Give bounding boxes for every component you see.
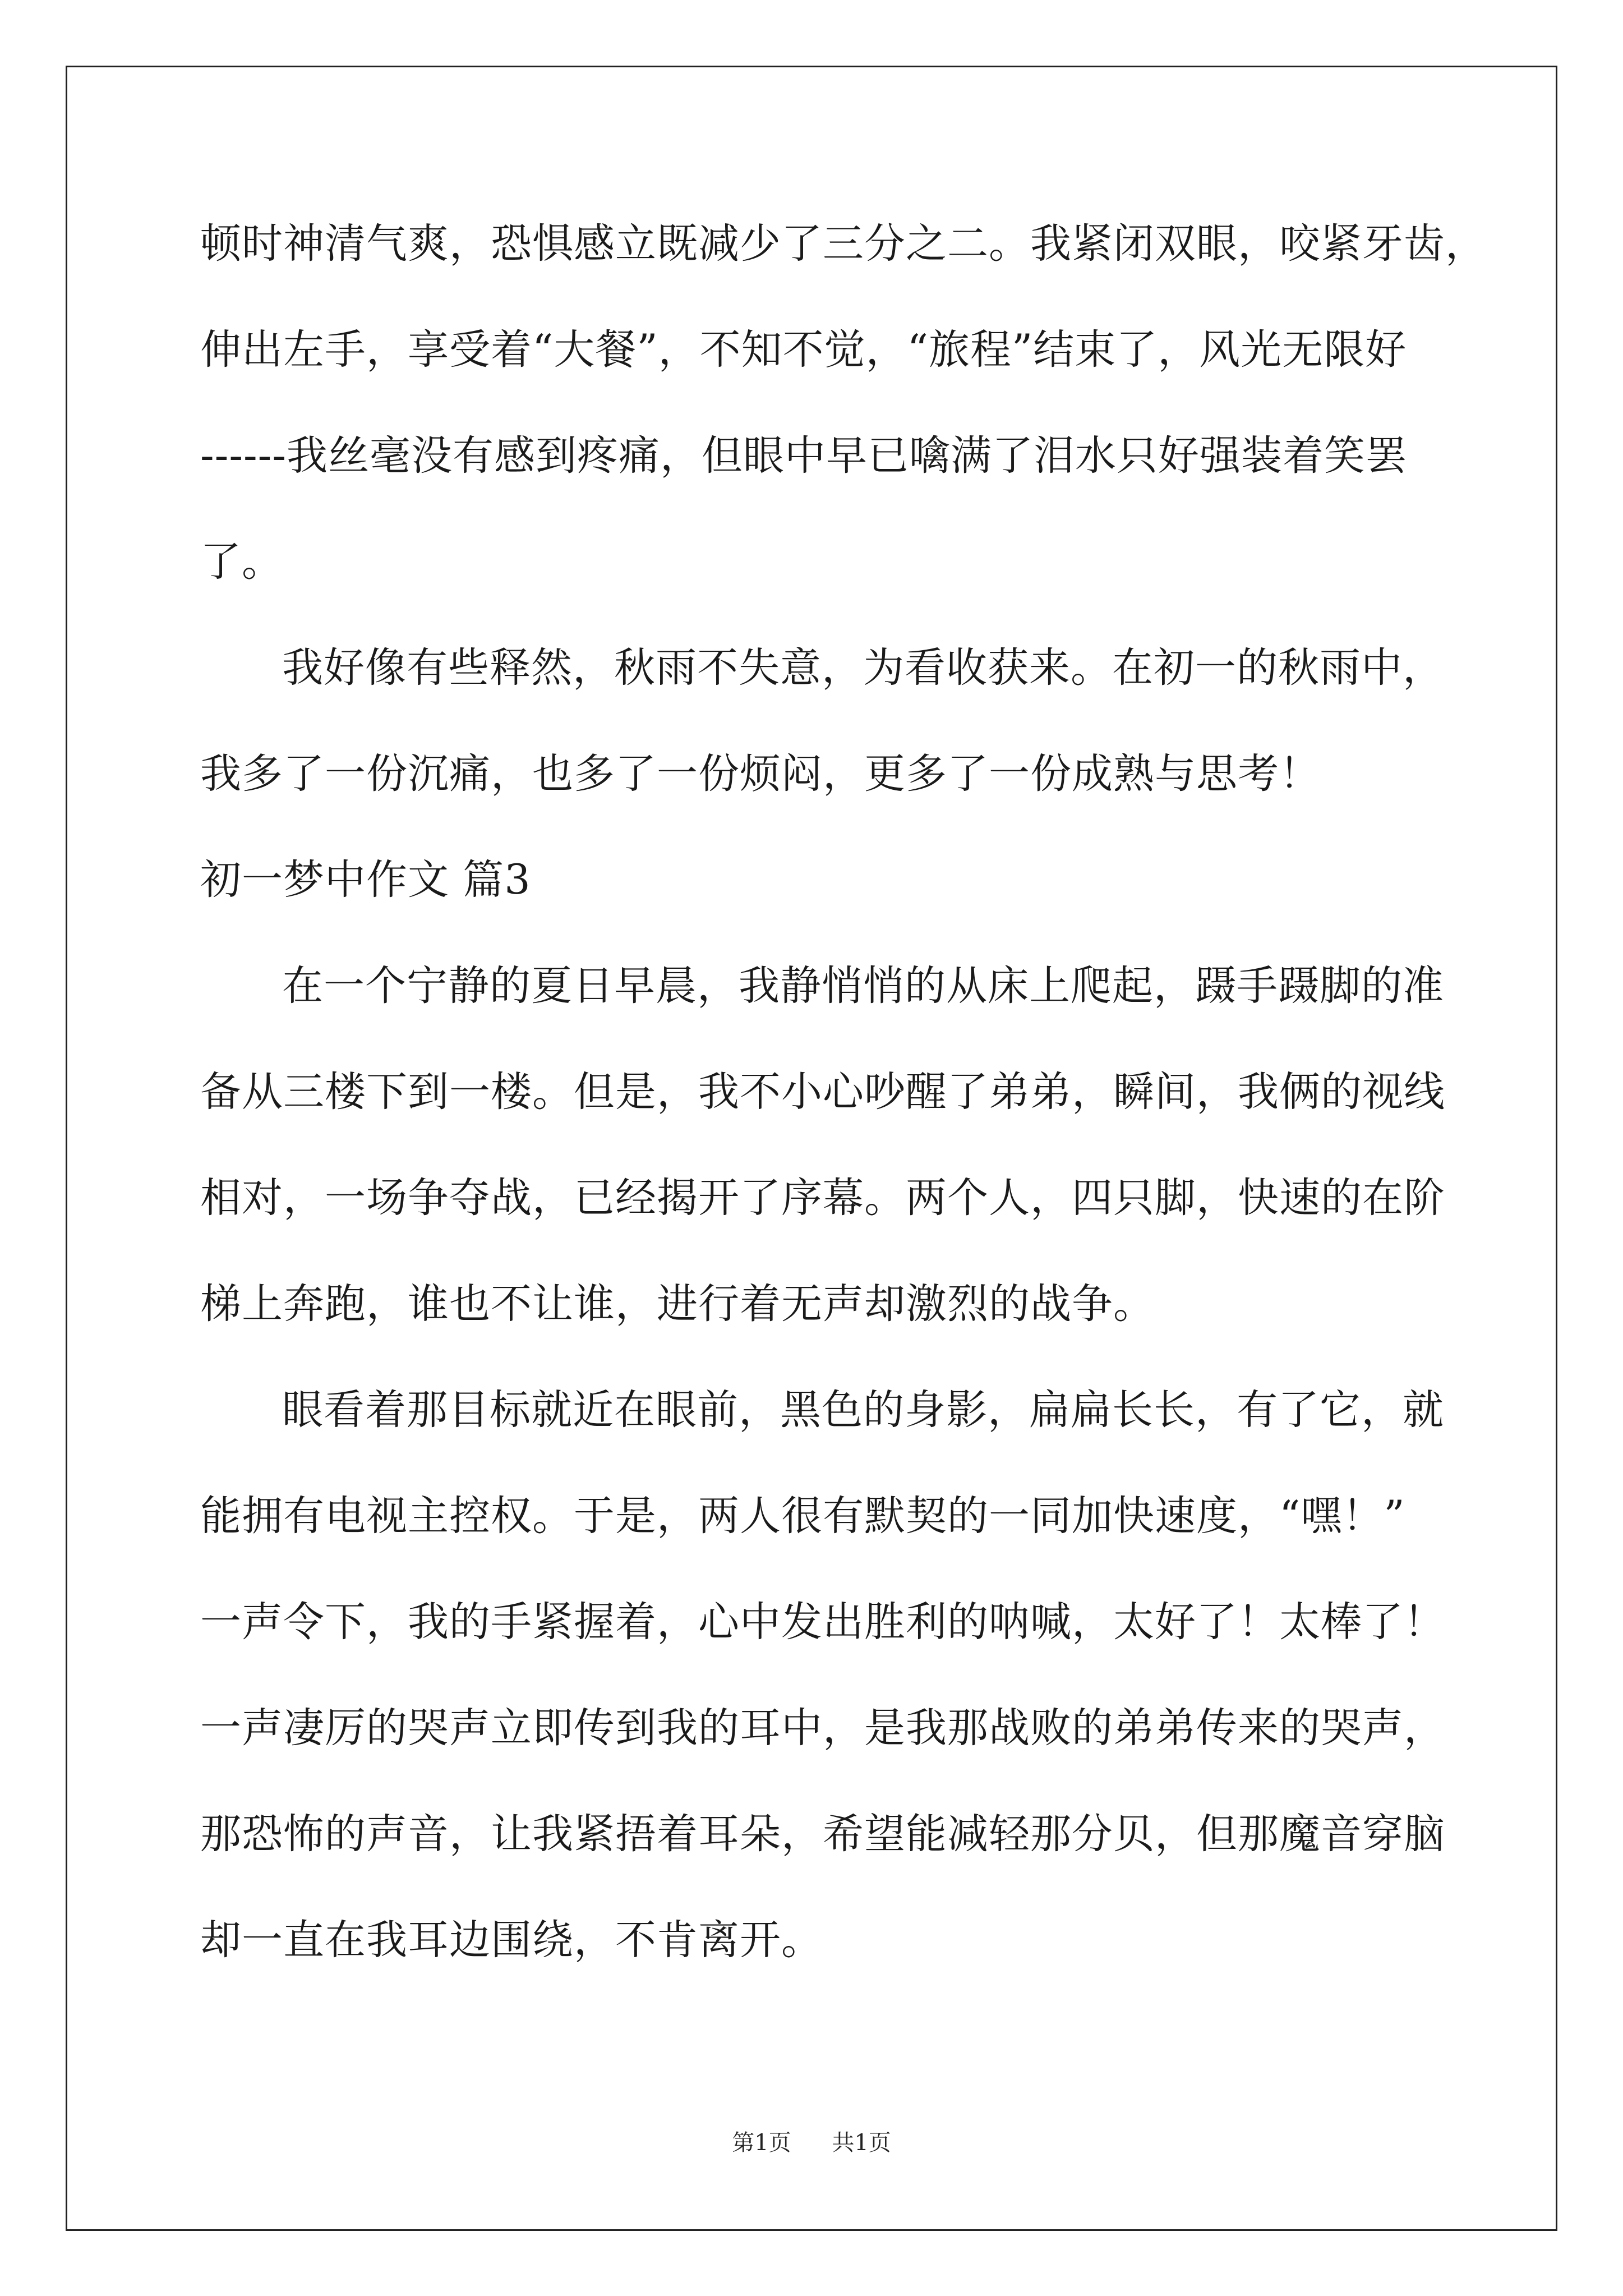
text-line: 备从三楼下到一楼。但是，我不小心吵醒了弟弟，瞬间，我俩的视线 [200, 1068, 1445, 1116]
text-line: 了。 [200, 538, 283, 586]
paragraph-start-line: 我好像有些释然，秋雨不失意，为看收获来。在初一的秋雨中， [282, 644, 1444, 692]
text-line: 伸出左手，享受着“大餐”，不知不觉，“旅程”结束了，风光无限好 [200, 326, 1407, 374]
text-line: 一声令下，我的手紧握着，心中发出胜利的呐喊，太好了！太棒了！ [200, 1598, 1445, 1646]
page-number: 第1页 [732, 2130, 791, 2156]
paragraph-start-line: 眼看着那目标就近在眼前，黑色的身影，扁扁长长，有了它，就 [282, 1386, 1444, 1434]
total-pages: 共1页 [832, 2130, 891, 2156]
text-line: 一声凄厉的哭声立即传到我的耳中，是我那战败的弟弟传来的哭声， [200, 1704, 1445, 1752]
text-line: 却一直在我耳边围绕，不肯离开。 [200, 1916, 823, 1964]
text-line: 梯上奔跑，谁也不让谁，进行着无声却激烈的战争。 [200, 1280, 1155, 1328]
document-body [200, 213, 1487, 2016]
page-footer [0, 2129, 1623, 2157]
text-line: 那恐怖的声音，让我紧捂着耳朵，希望能减轻那分贝，但那魔音穿脑 [200, 1810, 1445, 1858]
paragraph-start-line: 在一个宁静的夏日早晨，我静悄悄的从床上爬起，蹑手蹑脚的准 [282, 962, 1444, 1010]
text-line: 相对，一场争夺战，已经揭开了序幕。两个人，四只脚，快速的在阶 [200, 1174, 1445, 1222]
text-line: 能拥有电视主控权。于是，两人很有默契的一同加快速度，“嘿！” [200, 1492, 1405, 1540]
text-line: ------我丝毫没有感到疼痛，但眼中早已噙满了泪水只好强装着笑罢 [200, 432, 1407, 480]
text-line: 顿时神清气爽，恐惧感立既减少了三分之二。我紧闭双眼，咬紧牙齿， [200, 220, 1487, 268]
section-heading: 初一梦中作文 篇3 [200, 856, 531, 904]
text-line: 我多了一份沉痛，也多了一份烦闷，更多了一份成熟与思考！ [200, 750, 1321, 798]
